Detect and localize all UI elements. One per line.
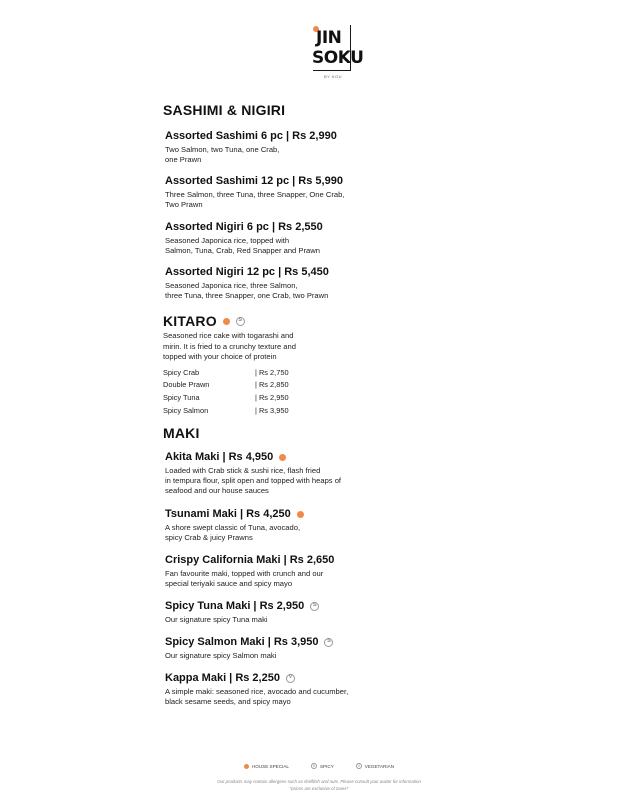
vegetarian-icon: V [357,764,360,768]
item-description: Seasoned Japonica rice, three Salmon, three Tuna, three Snapper, one Crab, two Prawn [165,281,329,301]
menu-item [165,266,425,301]
item-description: A simple maki: seasoned rice, avocado and cucumber, black sesame seeds, and spicy mayo [165,687,349,707]
item-description: Our signature spicy Tuna maki [165,615,268,624]
item-title: Spicy Tuna Maki | Rs 2,950 S [165,600,425,612]
section-title-maki: MAKI [163,425,200,441]
item-description: Our signature spicy Salmon maki [165,651,277,660]
logo-line-1: JIN [316,28,342,48]
kitaro-options [163,366,303,416]
item-title: Akita Maki | Rs 4,950 [165,451,445,463]
item-description: A shore swept classic of Tuna, avocado, spicy Crab & juicy Prawns [165,523,301,543]
menu-item [165,130,425,165]
spicy-icon: S [312,764,316,768]
menu-item [165,221,425,256]
menu-item [165,672,425,707]
kitaro-description: Seasoned rice cake with togarashi and mirin. It is fried to a crunchy texture and topped with your choice of protein [163,331,296,361]
house-special-icon [279,454,286,461]
item-title: Assorted Nigiri 6 pc | Rs 2,550 [165,221,323,233]
spicy-icon: S [236,317,245,326]
option-row: Spicy Salmon | Rs 3,950 [163,405,289,415]
tax-note: *prices are exclusive of taxes* [289,786,349,791]
spicy-icon: S [310,602,319,611]
option-row: Spicy Crab | Rs 2,750 [163,367,289,377]
menu-item [165,508,425,543]
menu-item [165,636,425,661]
legend [0,763,638,769]
logo-subtitle: BY KOU [323,74,343,79]
item-description: Loaded with Crab stick & sushi rice, flash fried in tempura flour, split open and topped with heaps of seafood and our house sauces [165,466,342,496]
item-description: Seasoned Japonica rice, topped with Salmon, Tuna, Crab, Red Snapper and Prawn [165,236,320,256]
house-special-icon [244,764,249,769]
item-description: Two Salmon, two Tuna, one Crab, one Prawn [165,145,280,165]
legend-house-special: HOUSE SPECIAL [244,764,289,769]
house-special-icon [223,318,230,325]
allergen-note: Our products may contain allergens such as shellfish and nuts. Please consult your waiter for information [217,779,421,784]
item-title: Assorted Nigiri 12 pc | Rs 5,450 [165,266,329,278]
house-special-icon [297,511,304,518]
item-description: Three Salmon, three Tuna, three Snapper, One Crab, Two Prawn [165,190,345,210]
item-title: Tsunami Maki | Rs 4,250 [165,508,425,520]
section-title-sashimi: SASHIMI & NIGIRI [163,102,286,118]
legend-vegetarian: V VEGETARIAN [357,763,395,769]
option-row: Spicy Tuna | Rs 2,950 [163,392,289,402]
menu-item [165,600,425,625]
spicy-icon: S [324,638,333,647]
brand-logo [312,25,364,71]
option-row: Double Prawn | Rs 2,850 [163,380,289,390]
item-title: Assorted Sashimi 6 pc | Rs 2,990 [165,130,337,142]
vegetarian-icon: V [286,674,295,683]
item-description: Fan favourite maki, topped with crunch and our special teriyaki sauce and spicy mayo [165,569,324,589]
menu-item [165,451,445,497]
item-title: Assorted Sashimi 12 pc | Rs 5,990 [165,175,343,187]
menu-item [165,175,425,210]
legend-spicy: S SPICY [312,763,334,769]
item-title: Spicy Salmon Maki | Rs 3,950 S [165,636,425,648]
section-title-kitaro: KITARO S [163,313,245,329]
item-title: Kappa Maki | Rs 2,250 V [165,672,425,684]
item-title: Crispy California Maki | Rs 2,650 [165,554,335,566]
logo-line-2: SOKU [312,48,364,68]
menu-item [165,554,425,589]
